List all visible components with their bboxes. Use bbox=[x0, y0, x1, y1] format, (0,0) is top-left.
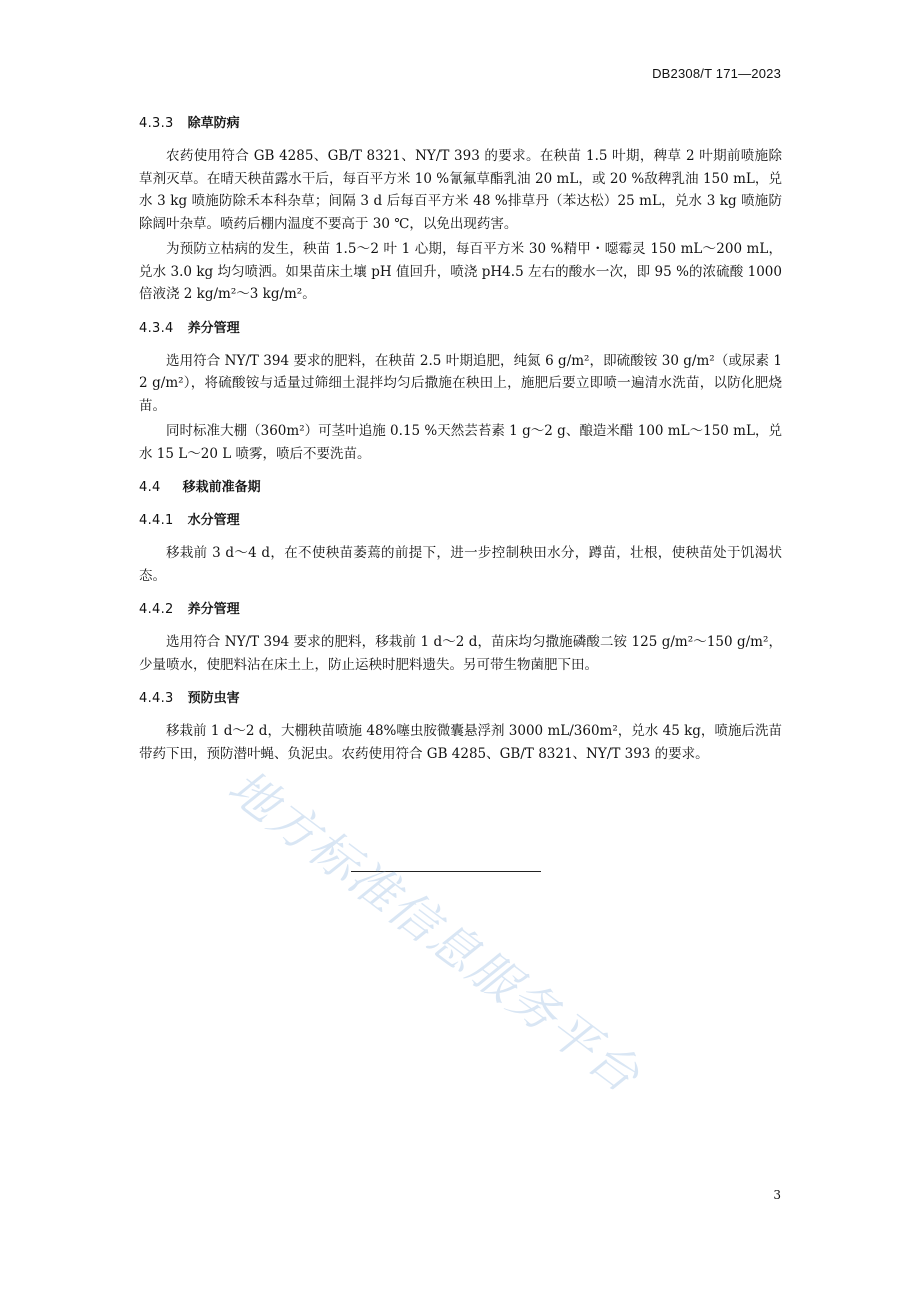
paragraph: 选用符合 NY/T 394 要求的肥料，在秧苗 2.5 叶期追肥，纯氮 6 g/m²，即硫酸铵 30 g/m²（或尿素 12 g/m²），将硫酸铵与适量过筛细土混拌均匀后撒施在秧田上，施肥后要立即喷一遍清水洗苗，以防化肥烧苗。 bbox=[139, 352, 782, 414]
paragraph: 为预防立枯病的发生，秧苗 1.5～2 叶 1 心期，每百平方米 30 %精甲・噁霉灵 150 mL～200 mL，兑水 3.0 kg 均匀喷洒。如果苗床土壤 pH 值回升，喷浇 pH4.5 左右的酸水一次，即 95 %的浓硫酸 1000 倍液浇 2 kg/m²～3 kg/m²。 bbox=[139, 241, 782, 302]
document-code: DB2308/T 171—2023 bbox=[652, 66, 781, 81]
section-heading-4-4-2 bbox=[139, 598, 782, 622]
watermark: 地方标准信息服务平台 bbox=[217, 758, 651, 1105]
section-title: 养分管理 bbox=[187, 602, 240, 617]
paragraph: 选用符合 NY/T 394 要求的肥料，移栽前 1 d～2 d，苗床均匀撒施磷酸二铵 125 g/m²～150 g/m²，少量喷水，使肥料沾在床土上，防止运秧时肥料遗失。另可带生物菌肥下田。 bbox=[139, 634, 782, 673]
section-number: 4.4.3 bbox=[139, 691, 174, 706]
section-title: 移栽前准备期 bbox=[182, 480, 261, 495]
section-heading-4-4 bbox=[139, 476, 782, 500]
section-number: 4.3.3 bbox=[139, 116, 174, 131]
document-body bbox=[139, 112, 782, 768]
page-number: 3 bbox=[773, 1188, 781, 1202]
section-title: 除草防病 bbox=[187, 116, 240, 131]
section-number: 4.4 bbox=[139, 480, 161, 495]
section-title: 养分管理 bbox=[187, 320, 240, 336]
paragraph: 移栽前 3 d～4 d，在不使秧苗萎蔫的前提下，进一步控制秧田水分，蹲苗，壮根，使秧苗处于饥渴状态。 bbox=[139, 545, 782, 584]
end-of-document-rule bbox=[351, 871, 541, 872]
paragraph: 农药使用符合 GB 4285、GB/T 8321、NY/T 393 的要求。在秧苗 1.5 叶期，稗草 2 叶期前喷施除草剂灭草。在晴天秧苗露水干后，每百平方米 10 %氰氟草酯乳油 20 mL，或 20 %敌稗乳油 150 mL，兑水 3 kg 喷施防除禾本科杂草；间隔 3 d 后每百平方米 48 %排草丹（苯达松）25 mL，兑水 3 kg 喷施防除阔叶杂草。喷药后棚内温度不要高于 30 ℃，以免出现药害。 bbox=[139, 148, 782, 232]
section-title: 预防虫害 bbox=[187, 691, 240, 706]
paragraph: 移栽前 1 d～2 d，大棚秧苗喷施 48%噻虫胺微囊悬浮剂 3000 mL/360m²，兑水 45 kg，喷施后洗苗带药下田，预防潜叶蝇、负泥虫。农药使用符合 GB 4285、GB/T 8321、NY/T 393 的要求。 bbox=[139, 723, 782, 762]
section-number: 4.4.2 bbox=[139, 602, 174, 617]
section-heading-4-4-3 bbox=[139, 687, 782, 711]
section-heading-4-3-3 bbox=[139, 112, 782, 136]
section-heading-4-4-1 bbox=[139, 509, 782, 533]
section-number: 4.3.4 bbox=[139, 320, 174, 336]
paragraph: 同时标准大棚（360m²）可茎叶追施 0.15 %天然芸苔素 1 g～2 g、酿造米醋 100 mL～150 mL，兑水 15 L～20 L 喷雾，喷后不要洗苗。 bbox=[139, 423, 782, 462]
section-heading-4-3-4 bbox=[139, 317, 782, 341]
section-number: 4.4.1 bbox=[139, 513, 174, 528]
section-title: 水分管理 bbox=[187, 513, 240, 528]
